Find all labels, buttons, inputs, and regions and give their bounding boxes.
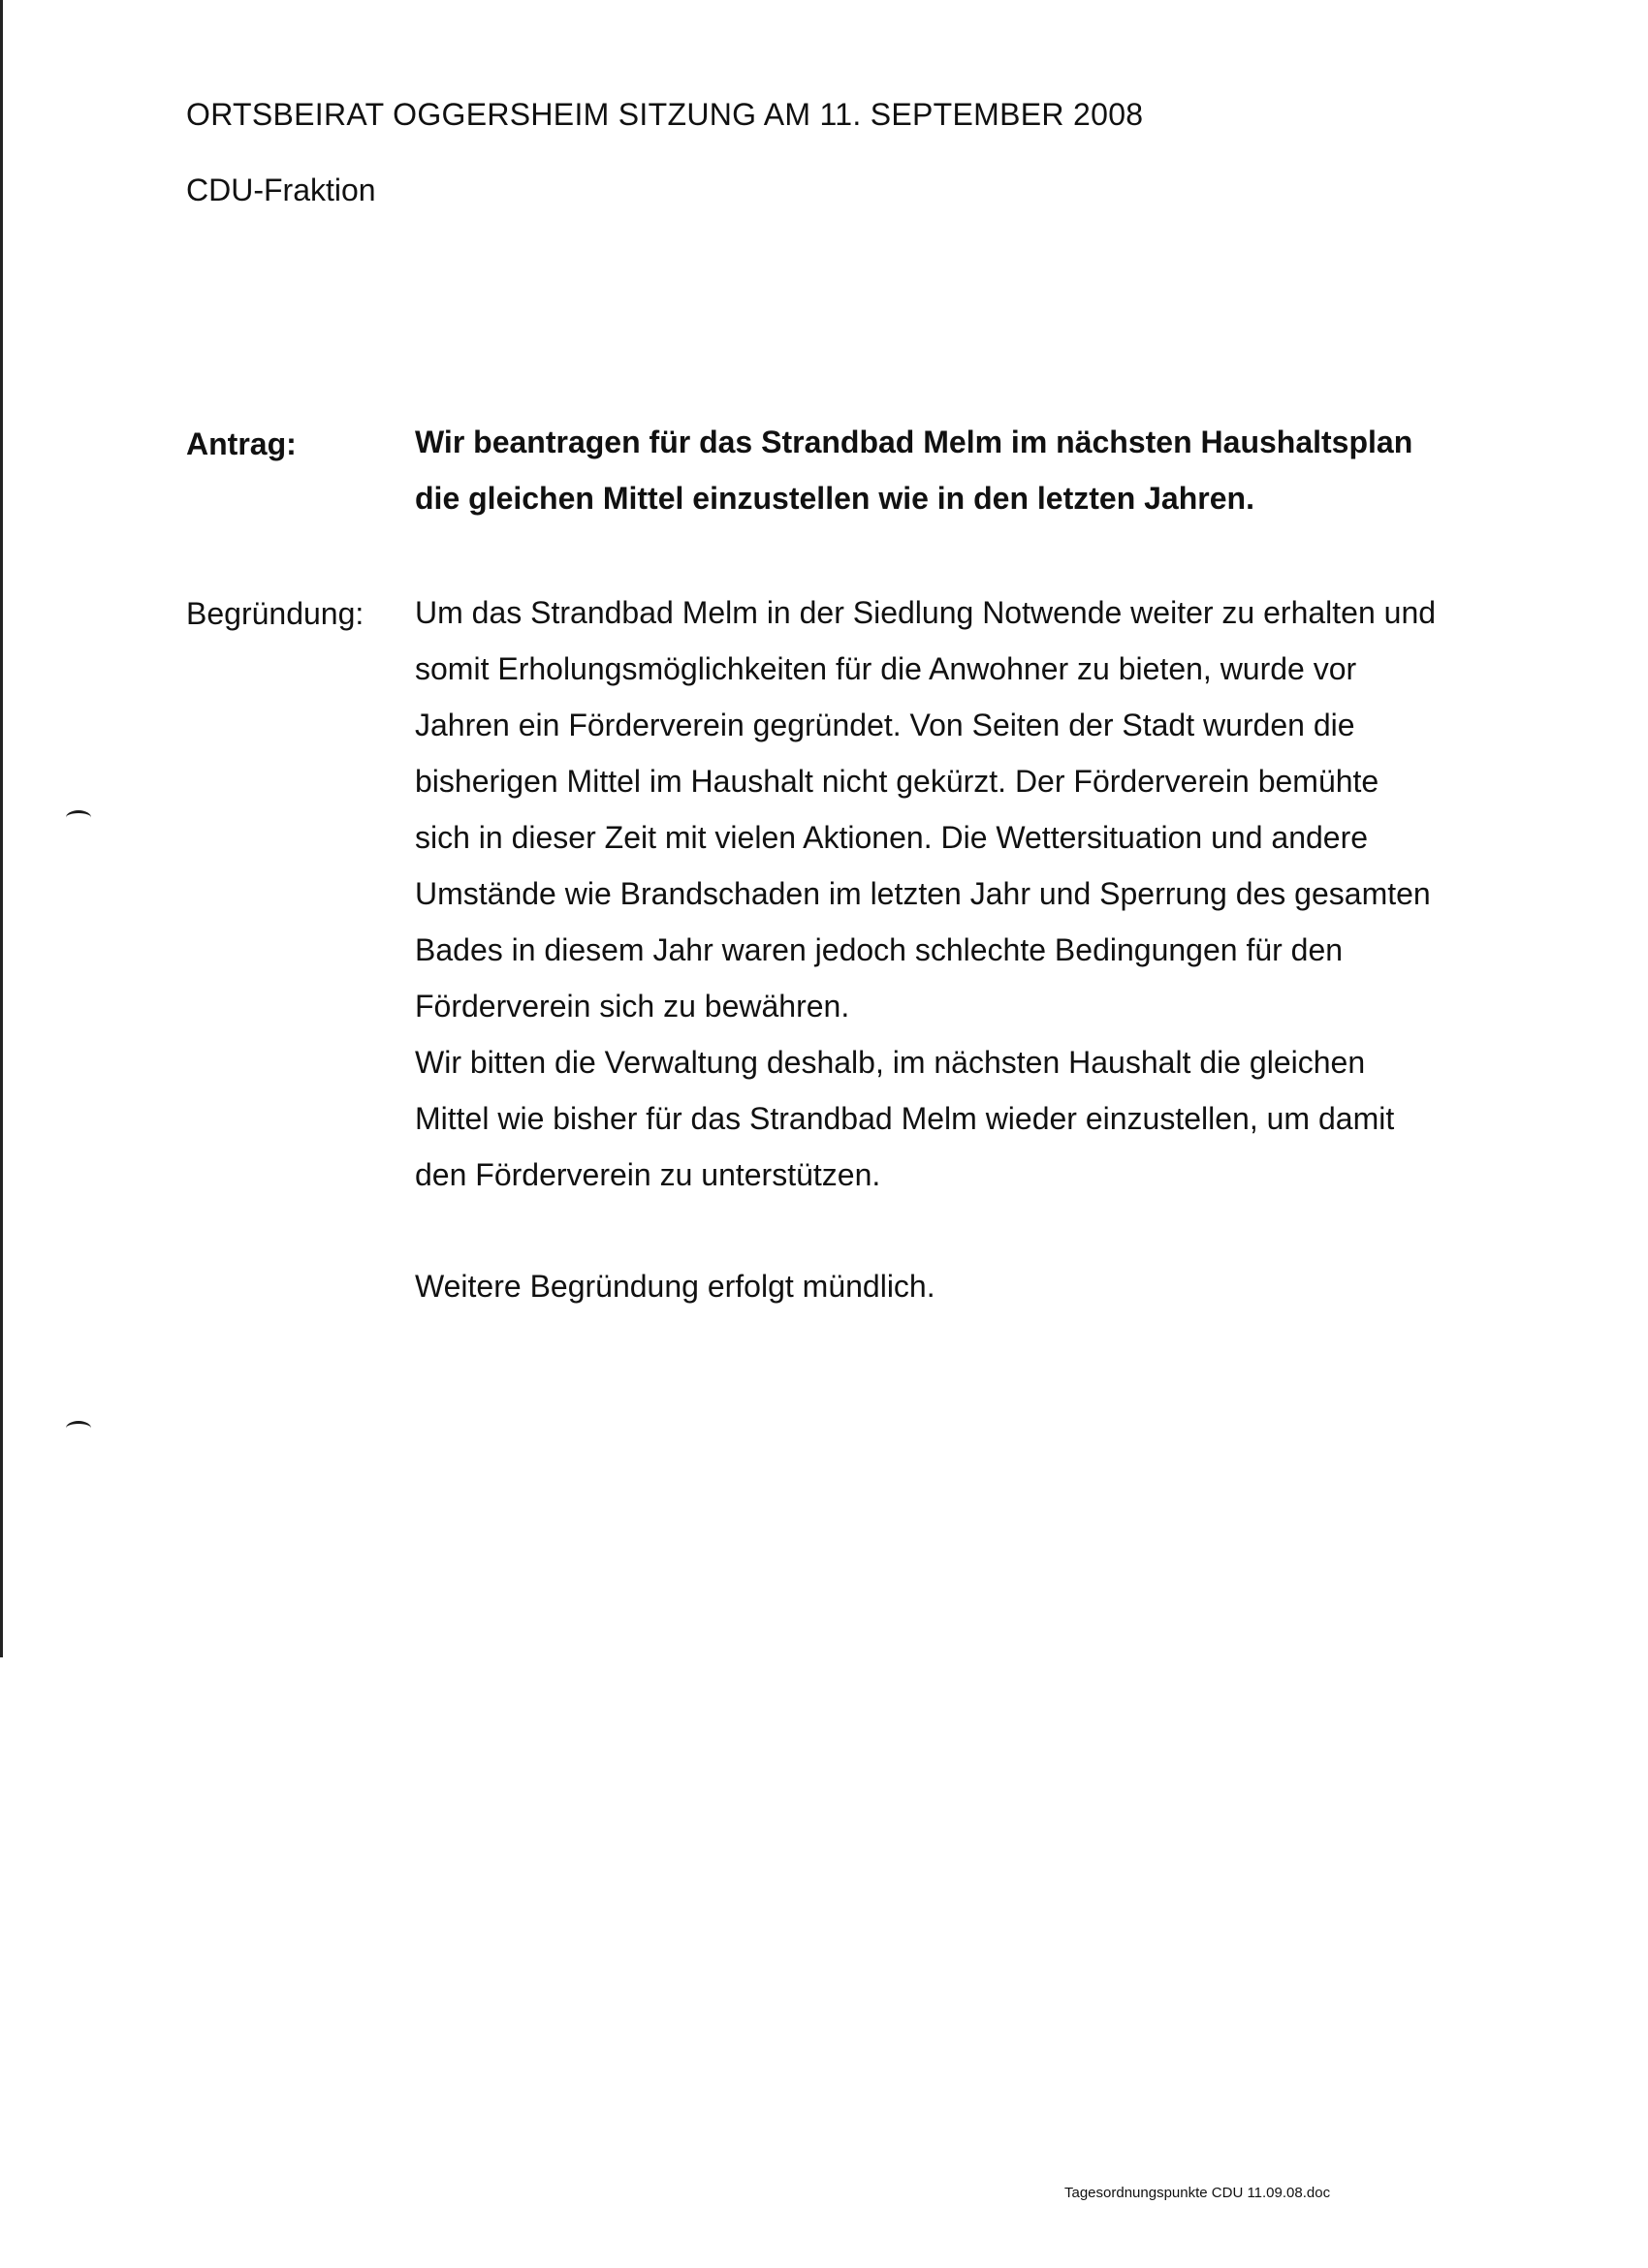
antrag-label: Antrag: bbox=[186, 426, 297, 461]
closing-sentence: Weitere Begründung erfolgt mündlich. bbox=[415, 1269, 935, 1304]
begruendung-line: Mittel wie bisher für das Strandbad Melm wieder einzustellen, um damit bbox=[415, 1101, 1395, 1136]
begruendung-line: Jahren ein Förderverein gegründet. Von Seiten der Stadt wurden die bbox=[415, 708, 1355, 742]
begruendung-line: Bades in diesem Jahr waren jedoch schlechte Bedingungen für den bbox=[415, 932, 1344, 967]
begruendung-text bbox=[415, 584, 1539, 1203]
scan-edge-line bbox=[0, 0, 3, 1657]
begruendung-line: somit Erholungsmöglichkeiten für die Anwohner zu bieten, wurde vor bbox=[415, 651, 1357, 686]
punch-hole-mark bbox=[66, 810, 91, 825]
begruendung-line: sich in dieser Zeit mit vielen Aktionen. Die Wettersituation und andere bbox=[415, 820, 1369, 855]
begruendung-line: Um das Strandbad Melm in der Siedlung Notwende weiter zu erhalten und bbox=[415, 595, 1437, 630]
begruendung-line: den Förderverein zu unterstützen. bbox=[415, 1157, 881, 1192]
file-name-footer: Tagesordnungspunkte CDU 11.09.08.doc bbox=[1064, 2185, 1331, 2201]
begruendung-line: Umstände wie Brandschaden im letzten Jahr und Sperrung des gesamten bbox=[415, 876, 1431, 911]
begruendung-line: bisherigen Mittel im Haushalt nicht gekürzt. Der Förderverein bemühte bbox=[415, 764, 1379, 799]
document-header: ORTSBEIRAT OGGERSHEIM SITZUNG AM 11. SEPTEMBER 2008 bbox=[186, 97, 1144, 132]
antrag-line: Wir beantragen für das Strandbad Melm im nächsten Haushaltsplan bbox=[415, 425, 1413, 459]
antrag-text bbox=[415, 414, 1539, 526]
begruendung-label: Begründung: bbox=[186, 596, 364, 631]
antrag-line: die gleichen Mittel einzustellen wie in den letzten Jahren. bbox=[415, 481, 1254, 516]
punch-hole-mark bbox=[66, 1421, 91, 1435]
begruendung-line: Wir bitten die Verwaltung deshalb, im nächsten Haushalt die gleichen bbox=[415, 1045, 1366, 1080]
faction-name: CDU-Fraktion bbox=[186, 173, 376, 207]
begruendung-line: Förderverein sich zu bewähren. bbox=[415, 989, 850, 1024]
